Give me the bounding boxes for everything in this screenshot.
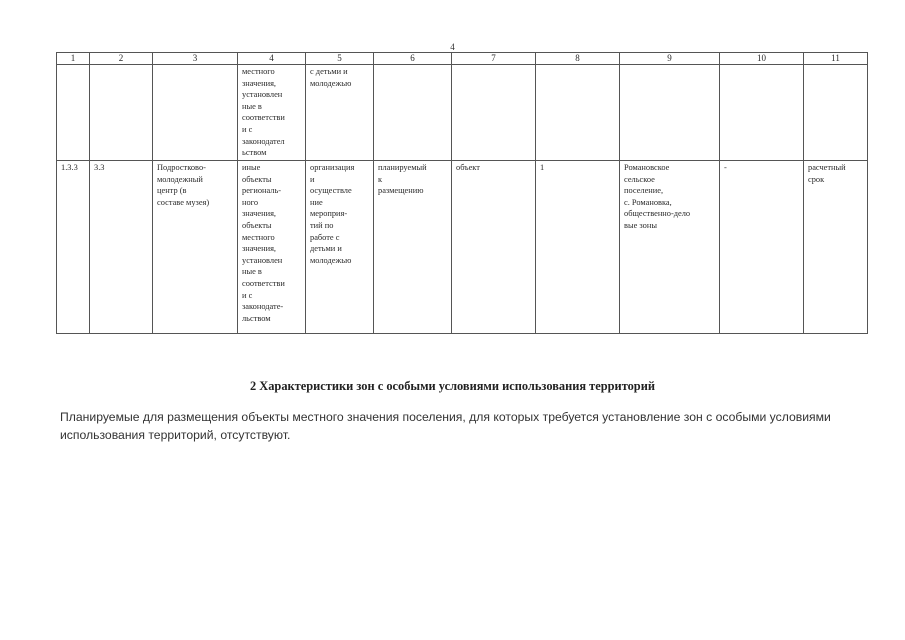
table-cell: 3.3 bbox=[90, 161, 153, 334]
table-cell bbox=[720, 65, 804, 161]
table-cell: организация и осуществле ние мероприя- тий по работе с детьми и молодежью bbox=[306, 161, 374, 334]
column-header: 10 bbox=[720, 53, 804, 65]
table-cell: планируемый к размещению bbox=[374, 161, 452, 334]
column-header: 2 bbox=[90, 53, 153, 65]
section-paragraph: Планируемые для размещения объекты местного значения поселения, для которых требуется установление зон с особыми условиями использования территорий, отсутствуют. bbox=[60, 410, 831, 442]
objects-table bbox=[56, 52, 868, 334]
column-header: 6 bbox=[374, 53, 452, 65]
column-header: 8 bbox=[536, 53, 620, 65]
column-header: 9 bbox=[620, 53, 720, 65]
table-cell bbox=[374, 65, 452, 161]
table-cell: местного значения, установлен ные в соответстви и с законодател ьством bbox=[238, 65, 306, 161]
table-cell bbox=[452, 65, 536, 161]
table-cell: объект bbox=[452, 161, 536, 334]
page-number: 4 bbox=[450, 42, 455, 52]
table-cell bbox=[620, 65, 720, 161]
table-cell: иные объекты региональ- ного значения, объекты местного значения, установлен ные в соответстви и с законодате- льством bbox=[238, 161, 306, 334]
table-cell: расчетный срок bbox=[804, 161, 868, 334]
table-cell: 1 bbox=[536, 161, 620, 334]
table-header-row bbox=[57, 53, 868, 65]
column-header: 3 bbox=[153, 53, 238, 65]
table-cell: 1.3.3 bbox=[57, 161, 90, 334]
column-header: 7 bbox=[452, 53, 536, 65]
table-cell: Подростково- молодежный центр (в составе музея) bbox=[153, 161, 238, 334]
column-header: 11 bbox=[804, 53, 868, 65]
table-cell bbox=[57, 65, 90, 161]
section-title: 2 Характеристики зон с особыми условиями использования территорий bbox=[250, 379, 655, 393]
table-row bbox=[57, 65, 868, 161]
table-cell: - bbox=[720, 161, 804, 334]
table-cell: Романовское сельское поселение, с. Романовка, общественно-дело вые зоны bbox=[620, 161, 720, 334]
table-cell: с детьми и молодежью bbox=[306, 65, 374, 161]
column-header: 1 bbox=[57, 53, 90, 65]
table-cell bbox=[804, 65, 868, 161]
column-header: 5 bbox=[306, 53, 374, 65]
table-cell bbox=[536, 65, 620, 161]
column-header: 4 bbox=[238, 53, 306, 65]
table-row bbox=[57, 161, 868, 334]
table-cell bbox=[153, 65, 238, 161]
table-cell bbox=[90, 65, 153, 161]
